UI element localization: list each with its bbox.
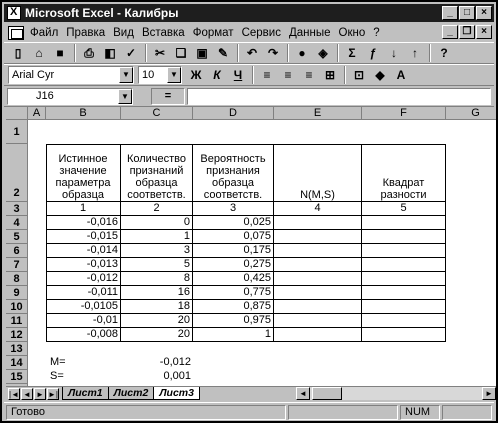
table-cell[interactable]: [362, 258, 446, 272]
paste-icon[interactable]: ▣: [196, 46, 208, 60]
table-cell[interactable]: [362, 314, 446, 328]
table-cell[interactable]: 0,275: [193, 258, 274, 272]
table-cell[interactable]: [274, 286, 362, 300]
row-header-4[interactable]: 4: [6, 216, 28, 230]
standard-toolbar: [4, 42, 494, 64]
header-cell-5[interactable]: Квадрат разности: [362, 144, 446, 202]
last-sheet-icon[interactable]: ►|: [48, 389, 58, 399]
table-cell[interactable]: 0,025: [193, 216, 274, 230]
row-header-1[interactable]: 1: [6, 120, 28, 144]
scroll-left-icon[interactable]: ◄: [296, 387, 310, 400]
column-header-f[interactable]: F: [362, 107, 446, 120]
align-left-icon[interactable]: ≡: [263, 68, 271, 82]
table-cell[interactable]: 1: [121, 230, 193, 244]
menu-insert[interactable]: Вставка: [141, 26, 185, 39]
sort-ascending-icon[interactable]: ↓: [391, 46, 397, 60]
table-cell[interactable]: -0,012: [46, 272, 121, 286]
window-title: Microsoft Excel - Калибры: [25, 6, 179, 20]
select-all-corner[interactable]: [6, 107, 28, 120]
menu-window[interactable]: Окно: [338, 26, 366, 39]
table-cell[interactable]: -0,013: [46, 258, 121, 272]
table-cell[interactable]: [362, 328, 446, 342]
cut-icon[interactable]: ✂: [154, 46, 166, 60]
save-icon[interactable]: ■: [56, 46, 64, 60]
chevron-down-icon[interactable]: ▼: [119, 67, 133, 83]
sheet-tab-bar: [6, 386, 496, 400]
table-cell[interactable]: [362, 286, 446, 300]
table-cell[interactable]: [274, 258, 362, 272]
align-right-icon[interactable]: ≡: [305, 68, 313, 82]
table-cell[interactable]: 0: [121, 216, 193, 230]
scroll-right-icon[interactable]: ►: [482, 387, 496, 400]
table-cell[interactable]: -0,015: [46, 230, 121, 244]
print-icon[interactable]: ⎙: [84, 45, 94, 60]
copy-icon[interactable]: ❏: [175, 46, 187, 60]
excel-app-icon[interactable]: [7, 6, 21, 20]
row-header-13[interactable]: 13: [6, 342, 28, 356]
row-header-3[interactable]: 3: [6, 202, 28, 216]
new-file-icon[interactable]: ▯: [14, 46, 22, 60]
mean-value[interactable]: -0,012: [159, 356, 191, 368]
doc-restore-button[interactable]: ❐: [459, 25, 475, 39]
row-header-15[interactable]: 15: [6, 370, 28, 384]
autosum-icon[interactable]: Σ: [348, 46, 356, 60]
column-header-a[interactable]: A: [28, 107, 46, 120]
table-cell[interactable]: [274, 244, 362, 258]
std-value[interactable]: 0,001: [163, 370, 191, 382]
table-cell[interactable]: [362, 244, 446, 258]
table-cell[interactable]: -0,0105: [46, 300, 121, 314]
merge-center-icon[interactable]: ⊞: [324, 68, 336, 82]
menu-help[interactable]: ?: [373, 26, 380, 39]
row-header-9[interactable]: 9: [6, 286, 28, 300]
header-cell-4[interactable]: N(M,S): [274, 144, 362, 202]
table-cell[interactable]: [362, 272, 446, 286]
table-cell[interactable]: -0,011: [46, 286, 121, 300]
table-cell[interactable]: 18: [121, 300, 193, 314]
font-name-select[interactable]: Arial Cyr ▼: [8, 66, 134, 84]
std-label[interactable]: S=: [50, 370, 64, 382]
row-header-2[interactable]: 2: [6, 144, 28, 202]
row-header-7[interactable]: 7: [6, 258, 28, 272]
table-cell[interactable]: 0,875: [193, 300, 274, 314]
row-header-11[interactable]: 11: [6, 314, 28, 328]
open-folder-icon[interactable]: ⌂: [35, 46, 43, 60]
menu-file[interactable]: Файл: [30, 26, 59, 39]
row-header-5[interactable]: 5: [6, 230, 28, 244]
menu-view[interactable]: Вид: [113, 26, 134, 39]
table-cell[interactable]: 3: [121, 244, 193, 258]
status-text: Готово: [6, 405, 286, 420]
column-header-g[interactable]: G: [446, 107, 496, 120]
workbook-icon[interactable]: [8, 26, 24, 40]
scroll-thumb[interactable]: [312, 387, 342, 400]
row-header-6[interactable]: 6: [6, 244, 28, 258]
status-bar: [4, 402, 494, 421]
function-icon[interactable]: ƒ: [369, 46, 377, 60]
column-header-b[interactable]: B: [46, 107, 121, 120]
formatting-toolbar: [4, 64, 494, 86]
doc-close-button[interactable]: ×: [476, 25, 492, 39]
table-cell[interactable]: 0,775: [193, 286, 274, 300]
table-cell[interactable]: -0,016: [46, 216, 121, 230]
header-cell-3[interactable]: Вероятность признания образца соответств.: [193, 144, 274, 202]
menu-data[interactable]: Данные: [288, 26, 331, 39]
menu-format[interactable]: Формат: [192, 26, 234, 39]
chevron-down-icon[interactable]: ▼: [118, 89, 132, 104]
menu-tools[interactable]: Сервис: [241, 26, 281, 39]
row-header-12[interactable]: 12: [6, 328, 28, 342]
table-cell[interactable]: 8: [121, 272, 193, 286]
table-cell[interactable]: [274, 300, 362, 314]
italic-button[interactable]: К: [213, 68, 221, 82]
sheet-tab-1[interactable]: Лист1: [62, 387, 109, 400]
close-button[interactable]: ×: [476, 6, 492, 20]
row-header-8[interactable]: 8: [6, 272, 28, 286]
table-cell[interactable]: 1: [193, 328, 274, 342]
sheet-tab-3[interactable]: Лист3: [153, 387, 200, 400]
doc-minimize-button[interactable]: _: [442, 25, 458, 39]
table-cell[interactable]: [274, 230, 362, 244]
table-cell[interactable]: [362, 300, 446, 314]
worksheet-grid[interactable]: [6, 107, 496, 386]
table-cell[interactable]: [274, 314, 362, 328]
row-header-14[interactable]: 14: [6, 356, 28, 370]
redo-icon[interactable]: ↷: [267, 46, 279, 60]
first-sheet-icon[interactable]: |◄: [9, 389, 19, 399]
title-bar: [4, 4, 494, 22]
help-icon[interactable]: ?: [440, 46, 448, 60]
table-cell[interactable]: 0,075: [193, 230, 274, 244]
font-size-select[interactable]: 10 ▼: [138, 66, 182, 84]
table-cell[interactable]: 16: [121, 286, 193, 300]
print-preview-icon[interactable]: ◧: [104, 46, 116, 60]
table-cell[interactable]: 20: [121, 314, 193, 328]
fill-color-icon[interactable]: ◆: [375, 68, 385, 82]
column-header-d[interactable]: D: [193, 107, 274, 120]
bold-button[interactable]: Ж: [190, 68, 202, 82]
format-painter-icon[interactable]: ✎: [217, 46, 229, 60]
table-cell[interactable]: 0,175: [193, 244, 274, 258]
table-cell[interactable]: [274, 216, 362, 230]
table-cell[interactable]: -0,008: [46, 328, 121, 342]
row-header-10[interactable]: 10: [6, 300, 28, 314]
edit-formula-button[interactable]: =: [151, 88, 185, 105]
minimize-button[interactable]: _: [442, 6, 458, 20]
table-cell[interactable]: [274, 272, 362, 286]
table-cell[interactable]: 0,425: [193, 272, 274, 286]
chevron-down-icon[interactable]: ▼: [167, 67, 181, 83]
maximize-button[interactable]: □: [459, 6, 475, 20]
sheet-tab-2[interactable]: Лист2: [108, 387, 155, 400]
menu-bar: [4, 23, 494, 42]
table-cell[interactable]: [274, 328, 362, 342]
column-number-cell[interactable]: 3: [193, 202, 274, 216]
formula-bar: [4, 87, 494, 107]
column-number-cell[interactable]: 1: [46, 202, 121, 216]
table-cell[interactable]: [362, 216, 446, 230]
mean-label[interactable]: M=: [50, 356, 66, 368]
column-number-cell[interactable]: 4: [274, 202, 362, 216]
column-header-e[interactable]: E: [274, 107, 362, 120]
table-cell[interactable]: [362, 230, 446, 244]
font-color-icon[interactable]: A: [396, 68, 406, 82]
name-box[interactable]: J16 ▼: [7, 88, 133, 105]
undo-icon[interactable]: ↶: [246, 46, 258, 60]
web-toolbar-icon[interactable]: ◈: [318, 46, 328, 60]
underline-button[interactable]: Ч: [233, 68, 243, 82]
table-cell[interactable]: 20: [121, 328, 193, 342]
menu-edit[interactable]: Правка: [66, 26, 106, 39]
formula-input[interactable]: [187, 88, 491, 105]
column-number-cell[interactable]: 5: [362, 202, 446, 216]
prev-sheet-icon[interactable]: ◄: [21, 388, 33, 400]
borders-icon[interactable]: ⊡: [353, 68, 365, 82]
table-cell[interactable]: -0,01: [46, 314, 121, 328]
hyperlink-icon[interactable]: ●: [298, 46, 306, 60]
header-cell-2[interactable]: Количество признаний образца соответств.: [121, 144, 193, 202]
align-center-icon[interactable]: ≡: [284, 68, 292, 82]
table-cell[interactable]: 5: [121, 258, 193, 272]
table-cell[interactable]: -0,014: [46, 244, 121, 258]
column-header-c[interactable]: C: [121, 107, 193, 120]
next-sheet-icon[interactable]: ►: [34, 388, 46, 400]
spelling-icon[interactable]: ✓: [125, 46, 137, 60]
header-cell-1[interactable]: Истинное значение параметра образца: [46, 144, 121, 202]
sort-descending-icon[interactable]: ↑: [412, 46, 418, 60]
horizontal-scrollbar[interactable]: [296, 387, 496, 400]
num-lock-indicator: NUM: [400, 405, 440, 420]
column-number-cell[interactable]: 2: [121, 202, 193, 216]
table-cell[interactable]: 0,975: [193, 314, 274, 328]
